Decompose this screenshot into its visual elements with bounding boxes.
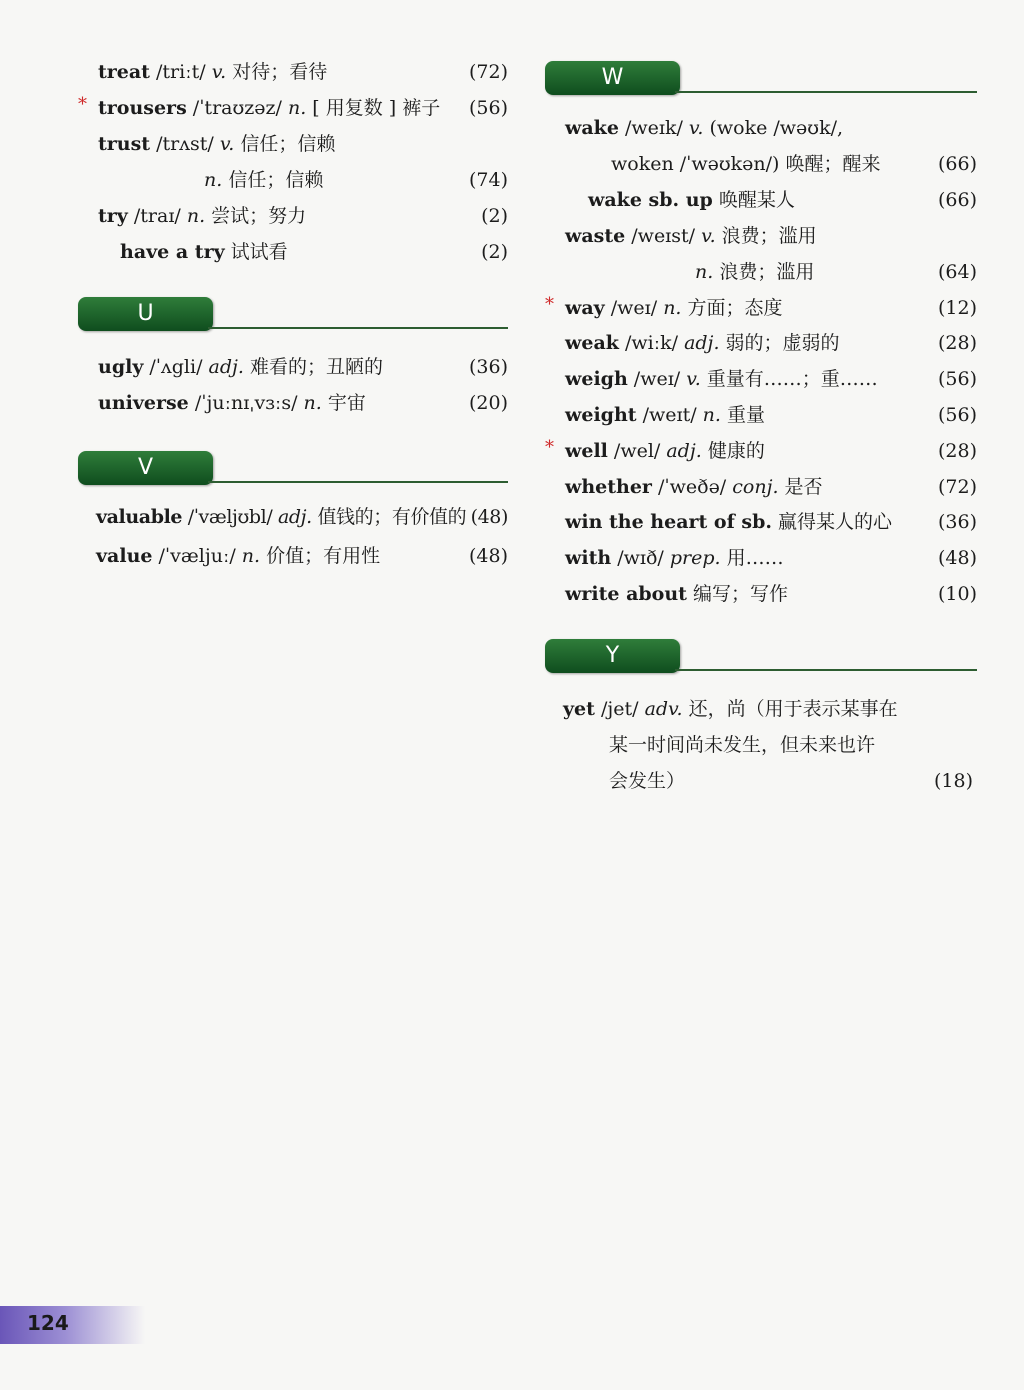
headword: yet [563,698,595,720]
part-of-speech: n. [695,261,714,283]
section-header-w [545,61,977,97]
entry-trust-noun [78,165,508,195]
section-header-u [78,297,508,333]
page-number-tab [0,1306,145,1344]
headword: weigh [565,368,628,390]
definition: 试试看 [224,241,288,263]
page-ref: (2) [481,241,508,263]
page-ref: (10) [937,583,977,605]
definition: 重量有……；重…… [700,368,878,390]
page-ref: (36) [468,356,508,378]
page-ref: (28) [937,440,977,462]
section-rule [675,91,977,93]
asterisk-mark: * [545,294,554,315]
entry-waste [545,221,977,251]
phonetic: /wiːk/ [618,332,685,354]
part-of-speech: n. [702,404,721,426]
page-ref: (72) [468,61,508,83]
part-of-speech: adj. [277,506,312,528]
page-ref: (12) [937,297,977,319]
entry-with [545,543,977,573]
section-header-v [78,451,508,487]
part-of-speech: n. [186,205,206,227]
entry-write-about [545,579,977,609]
definition: 赢得某人的心 [771,511,893,533]
definition: 尝试；努力 [205,205,307,227]
definition: 还，尚（用于表示某事在 [682,698,898,720]
entry-universe [78,388,508,418]
part-of-speech: n. [303,392,322,414]
entry-try [78,201,508,231]
headword: win the heart of sb. [565,511,772,533]
definition: 编写；写作 [686,583,788,605]
entry-wake [545,113,977,143]
headword: with [565,547,612,569]
part-of-speech: v. [701,225,716,247]
entry-yet [545,694,977,724]
section-letter-tab: W [545,61,680,95]
phonetic: /ˈvæljuː/ [152,545,242,567]
definition: 唤醒某人 [712,189,795,211]
phonetic: /weɪst/ [625,225,702,247]
definition: 价值；有用性 [260,545,381,567]
page-ref: (20) [468,392,508,414]
entry-yet-line3 [545,766,977,796]
phonetic: /weɪ/ [604,297,664,319]
phonetic: /traɪ/ [127,205,187,227]
headword: try [98,205,128,227]
part-of-speech: n. [204,169,223,191]
headword: valuable [96,506,183,528]
definition: 弱的；虚弱的 [719,332,840,354]
part-of-speech: v. [688,117,704,139]
definition: 宇宙 [321,392,366,414]
page-ref: (18) [933,770,973,792]
entry-have-a-try [78,237,508,267]
page-ref: (72) [937,476,977,498]
definition: 值钱的；有价值的 [311,506,467,528]
definition: 会发生） [609,770,686,792]
section-letter-tab: V [78,451,213,485]
entry-ugly [78,352,508,382]
page-ref: (56) [937,368,977,390]
definition: woken /ˈwəʊkən/) 唤醒；醒来 [611,153,881,175]
phonetic: /triːt/ [149,61,212,83]
headword: write about [565,583,687,605]
headword: whether [565,476,652,498]
phonetic: /ˈweðə/ [651,476,733,498]
phonetic: /jet/ [594,698,645,720]
page-ref: (48) [468,545,508,567]
headword: wake sb. up [588,189,713,211]
page-ref: (56) [468,97,508,119]
headword: way [565,297,605,319]
page-ref: (66) [937,153,977,175]
phonetic: /wɪð/ [611,547,670,569]
part-of-speech: v. [219,133,235,155]
page-ref: (56) [937,404,977,426]
part-of-speech: adj. [666,440,702,462]
entry-treat [78,57,508,87]
entry-wake-sb-up [545,185,977,215]
page-ref: (48) [937,547,977,569]
part-of-speech: adv. [644,698,683,720]
definition: 浪费；滥用 [715,225,817,247]
section-header-y [545,639,977,675]
headword: treat [98,61,150,83]
entry-yet-line2 [545,730,977,760]
section-rule [208,327,508,329]
part-of-speech: adj. [684,332,720,354]
phonetic: /weɪk/ [618,117,689,139]
entry-valuable [78,502,508,532]
entry-trousers [78,93,508,123]
section-letter-tab: Y [545,639,680,673]
entry-way [545,293,977,323]
entry-waste-noun [545,257,977,287]
headword: have a try [120,241,225,263]
part-of-speech: v. [686,368,701,390]
headword: universe [98,392,189,414]
headword: value [96,545,153,567]
headword: well [565,440,608,462]
page-ref: (66) [937,189,977,211]
headword: wake [565,117,619,139]
part-of-speech: v. [211,61,227,83]
part-of-speech: conj. [732,476,779,498]
definition: 对待；看待 [226,61,328,83]
headword: weak [565,332,619,354]
phonetic: /weɪt/ [636,404,703,426]
page-number: 124 [27,1311,69,1335]
entry-win-the-heart [545,507,977,537]
section-letter-tab: U [78,297,213,331]
asterisk-mark: * [78,94,87,115]
headword: waste [565,225,626,247]
headword: weight [565,404,637,426]
entry-weigh [545,364,977,394]
part-of-speech: n. [287,97,307,119]
phonetic: /wel/ [607,440,667,462]
definition: 某一时间尚未发生，但未来也许 [609,734,876,756]
definition: 用…… [720,547,784,569]
part-of-speech: n. [663,297,682,319]
entry-wake-continued [545,149,977,179]
definition: [ 用复数 ] 裤子 [306,97,441,119]
phonetic: /ˈʌgli/ [143,356,209,378]
page-ref: (28) [937,332,977,354]
headword: trust [98,133,151,155]
entry-value [78,541,508,571]
headword: trousers [98,97,187,119]
headword: ugly [98,356,144,378]
page-ref: (36) [937,511,977,533]
phonetic: /weɪ/ [627,368,687,390]
page-ref: (74) [468,169,508,191]
entry-well [545,436,977,466]
phonetic: /ˈtraʊzəz/ [186,97,288,119]
section-rule [675,669,977,671]
phonetic: /ˈvæljʊbl/ [182,506,278,528]
part-of-speech: prep. [669,547,721,569]
definition: 方面；态度 [681,297,783,319]
section-rule [208,481,508,483]
definition: 重量 [720,404,765,426]
definition: 是否 [778,476,823,498]
page-ref: (64) [937,261,977,283]
part-of-speech: adj. [208,356,244,378]
phonetic: /trʌst/ [150,133,220,155]
page-ref: (2) [481,205,508,227]
entry-trust [78,129,508,159]
definition: 浪费；滥用 [713,261,815,283]
entry-weak [545,328,977,358]
definition: 难看的；丑陋的 [243,356,383,378]
part-of-speech: n. [241,545,261,567]
definition: 信任；信赖 [234,133,336,155]
definition: 信任；信赖 [222,169,324,191]
phonetic: /ˈjuːnɪˌvɜːs/ [188,392,304,414]
page-ref: (48) [470,506,508,528]
definition: 健康的 [701,440,765,462]
definition: (woke /wəʊk/, [703,117,844,139]
entry-weight [545,400,977,430]
entry-whether [545,472,977,502]
asterisk-mark: * [545,437,554,458]
